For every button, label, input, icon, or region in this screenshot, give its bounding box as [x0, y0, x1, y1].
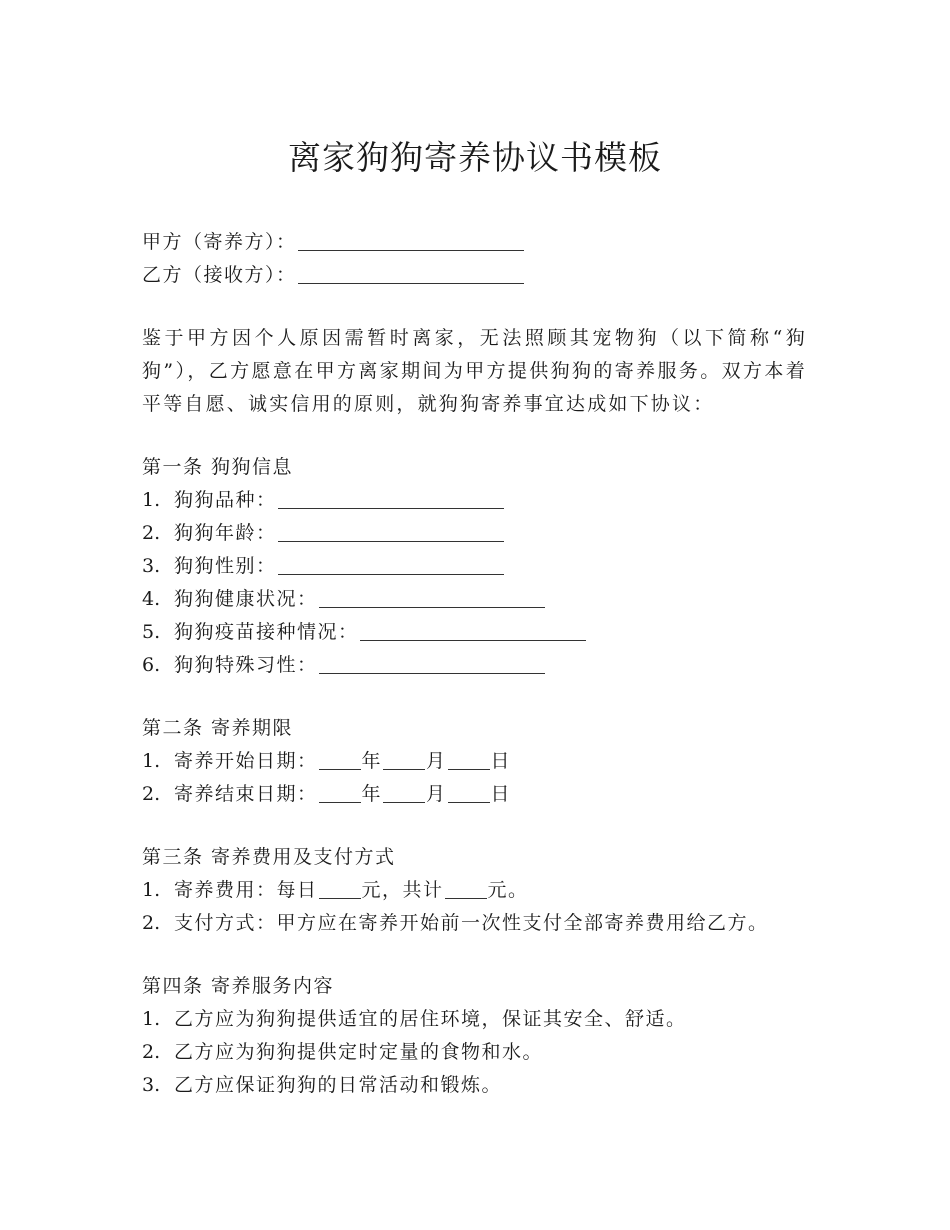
article4-item-2 — [142, 1036, 807, 1069]
total-fee-blank — [445, 878, 487, 899]
item-number: 1. — [142, 879, 161, 901]
item-number: 2. — [142, 522, 161, 544]
article2-item-2 — [142, 778, 807, 811]
item-label: 狗狗健康状况： — [174, 588, 318, 610]
fee-mid: 元，共计 — [361, 879, 444, 901]
year-blank — [319, 749, 361, 770]
item-number: 3. — [142, 555, 161, 577]
item-number: 1. — [142, 1008, 161, 1030]
day-label: 日 — [490, 750, 512, 772]
article2-heading: 第二条 寄养期限 — [142, 717, 294, 739]
item-label: 狗狗特殊习性： — [174, 654, 318, 676]
day-blank — [448, 782, 490, 803]
preamble-paragraph: 鉴于甲方因个人原因需暂时离家，无法照顾其宠物狗（以下简称“狗狗”），乙方愿意在甲方离家期间为甲方提供狗狗的寄养服务。双方本着平等自愿、诚实信用的原则，就狗狗寄养事宜达成如下协议： — [142, 327, 807, 415]
item-number: 1. — [142, 489, 161, 511]
article3-payment — [142, 907, 807, 940]
item-number: 4. — [142, 588, 161, 610]
item-blank — [319, 587, 545, 608]
payment-text: 支付方式：甲方应在寄养开始前一次性支付全部寄养费用给乙方。 — [174, 912, 769, 934]
item-number: 6. — [142, 654, 161, 676]
day-label: 日 — [490, 783, 512, 805]
article1-item-1 — [142, 484, 807, 517]
spacer — [142, 811, 807, 841]
article1-item-2 — [142, 517, 807, 550]
month-label: 月 — [426, 783, 447, 805]
item-label: 狗狗年龄： — [174, 522, 277, 544]
year-label: 年 — [361, 750, 383, 772]
article2-item-1 — [142, 745, 807, 778]
item-label: 狗狗性别： — [174, 555, 277, 577]
item-number: 2. — [142, 1041, 161, 1063]
day-blank — [448, 749, 490, 770]
item-blank — [278, 488, 504, 509]
item-text: 乙方应保证狗狗的日常活动和锻炼。 — [174, 1074, 503, 1096]
item-blank — [360, 620, 586, 641]
spacer — [142, 421, 807, 451]
document-title: 离家狗狗寄养协议书模板 — [288, 138, 662, 177]
month-blank — [383, 782, 425, 803]
spacer — [142, 940, 807, 970]
item-number: 3. — [142, 1074, 161, 1096]
item-label: 寄养结束日期： — [174, 783, 318, 805]
item-label: 寄养开始日期： — [174, 750, 318, 772]
spacer — [142, 682, 807, 712]
item-blank — [278, 521, 504, 542]
article1-heading: 第一条 狗狗信息 — [142, 456, 294, 478]
item-label: 狗狗疫苗接种情况： — [174, 621, 359, 643]
article1-item-6 — [142, 649, 807, 682]
daily-fee-blank — [319, 878, 361, 899]
item-blank — [278, 554, 504, 575]
article4-heading: 第四条 寄养服务内容 — [142, 975, 335, 997]
item-number: 1. — [142, 750, 161, 772]
year-blank — [319, 782, 361, 803]
document-body — [142, 226, 807, 1102]
article1-item-5 — [142, 616, 807, 649]
item-blank — [319, 653, 545, 674]
article3-heading: 第三条 寄养费用及支付方式 — [142, 846, 396, 868]
item-number: 2. — [142, 912, 161, 934]
party-b-label: 乙方（接收方）： — [142, 264, 297, 286]
fee-suffix: 元。 — [487, 879, 529, 901]
month-blank — [383, 749, 425, 770]
item-label: 狗狗品种： — [174, 489, 277, 511]
item-text: 乙方应为狗狗提供定时定量的食物和水。 — [174, 1041, 544, 1063]
article3-fee — [142, 874, 807, 907]
year-label: 年 — [361, 783, 383, 805]
item-number: 5. — [142, 621, 161, 643]
article1-item-4 — [142, 583, 807, 616]
party-b-blank — [298, 263, 524, 284]
article4-item-3 — [142, 1069, 807, 1102]
fee-prefix: 寄养费用：每日 — [174, 879, 318, 901]
party-a-line — [142, 226, 807, 259]
month-label: 月 — [426, 750, 447, 772]
item-number: 2. — [142, 783, 161, 805]
party-a-label: 甲方（寄养方）： — [142, 231, 297, 253]
article1-item-3 — [142, 550, 807, 583]
item-text: 乙方应为狗狗提供适宜的居住环境，保证其安全、舒适。 — [174, 1008, 687, 1030]
party-a-blank — [298, 230, 524, 251]
article4-item-1 — [142, 1003, 807, 1036]
party-b-line — [142, 259, 807, 292]
spacer — [142, 292, 807, 322]
